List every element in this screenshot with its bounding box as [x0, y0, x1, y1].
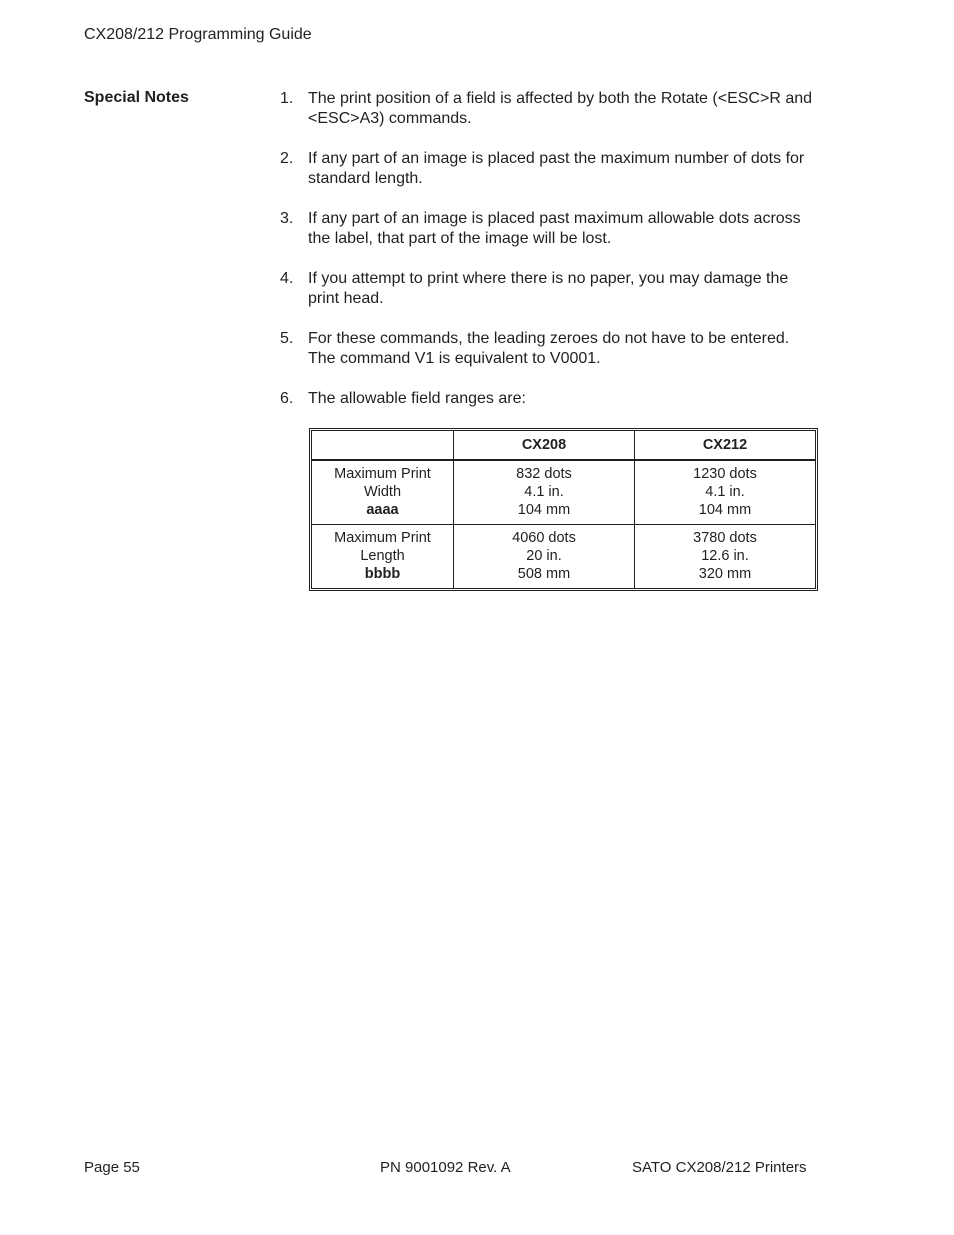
value-dots: 832 dots	[516, 466, 572, 482]
note-item	[280, 89, 820, 129]
value-dots: 3780 dots	[693, 530, 757, 546]
note-number: 2.	[280, 150, 294, 167]
value-mm: 320 mm	[698, 566, 752, 582]
cx208-value-cell	[454, 460, 635, 525]
row-parameter: aaaa	[366, 502, 399, 518]
row-label-line: Length	[360, 548, 405, 564]
note-number: 1.	[280, 90, 294, 107]
note-item	[280, 329, 820, 369]
section-label-special-notes: Special Notes	[84, 89, 189, 106]
field-ranges-table-frame	[309, 428, 818, 591]
special-notes-list	[280, 89, 820, 429]
table-row	[312, 460, 815, 525]
note-text: If any part of an image is placed past maximum allowable dots across the label, that part of the image will be lost.	[308, 210, 801, 247]
row-label-line: Width	[363, 484, 402, 500]
value-mm: 104 mm	[698, 502, 752, 518]
cx212-value-cell	[635, 460, 816, 525]
value-dots: 4060 dots	[512, 530, 576, 546]
cx208-value-cell	[454, 525, 635, 589]
note-item	[280, 269, 820, 309]
value-inches: 20 in.	[526, 548, 562, 564]
value-inches: 4.1 in.	[705, 484, 745, 500]
note-number: 3.	[280, 210, 294, 227]
row-parameter: bbbb	[364, 566, 401, 582]
row-label-cell	[312, 460, 454, 525]
footer-page-number: Page 55	[84, 1159, 140, 1176]
note-number: 5.	[280, 330, 294, 347]
table-header-blank	[312, 431, 454, 460]
note-text: The allowable field ranges are:	[308, 390, 526, 407]
row-label-cell	[312, 525, 454, 589]
note-item	[280, 149, 820, 189]
value-inches: 4.1 in.	[524, 484, 564, 500]
table-row	[312, 525, 815, 589]
value-inches: 12.6 in.	[701, 548, 749, 564]
note-text: For these commands, the leading zeroes do not have to be entered. The command V1 is equivalent to V0001.	[308, 330, 790, 367]
value-mm: 508 mm	[517, 566, 571, 582]
value-mm: 104 mm	[517, 502, 571, 518]
note-item	[280, 209, 820, 249]
value-dots: 1230 dots	[693, 466, 757, 482]
table-header-cx208: CX208	[454, 431, 635, 460]
note-item	[280, 389, 820, 409]
table-header-row	[312, 431, 815, 460]
note-number: 6.	[280, 390, 294, 407]
field-ranges-table	[312, 431, 815, 588]
row-label-line: Maximum Print	[334, 530, 431, 546]
footer-part-number: PN 9001092 Rev. A	[380, 1159, 511, 1176]
cx212-value-cell	[635, 525, 816, 589]
table-header-cx212: CX212	[635, 431, 816, 460]
note-text: If any part of an image is placed past the maximum number of dots for standard length.	[308, 150, 805, 187]
row-label-line: Maximum Print	[334, 466, 431, 482]
note-text: If you attempt to print where there is no paper, you may damage the print head.	[308, 270, 789, 307]
footer-product-name: SATO CX208/212 Printers	[632, 1159, 807, 1176]
note-number: 4.	[280, 270, 294, 287]
page-header-title: CX208/212 Programming Guide	[84, 26, 312, 43]
note-text: The print position of a field is affected by both the Rotate (<ESC>R and <ESC>A3) commands.	[308, 90, 813, 127]
